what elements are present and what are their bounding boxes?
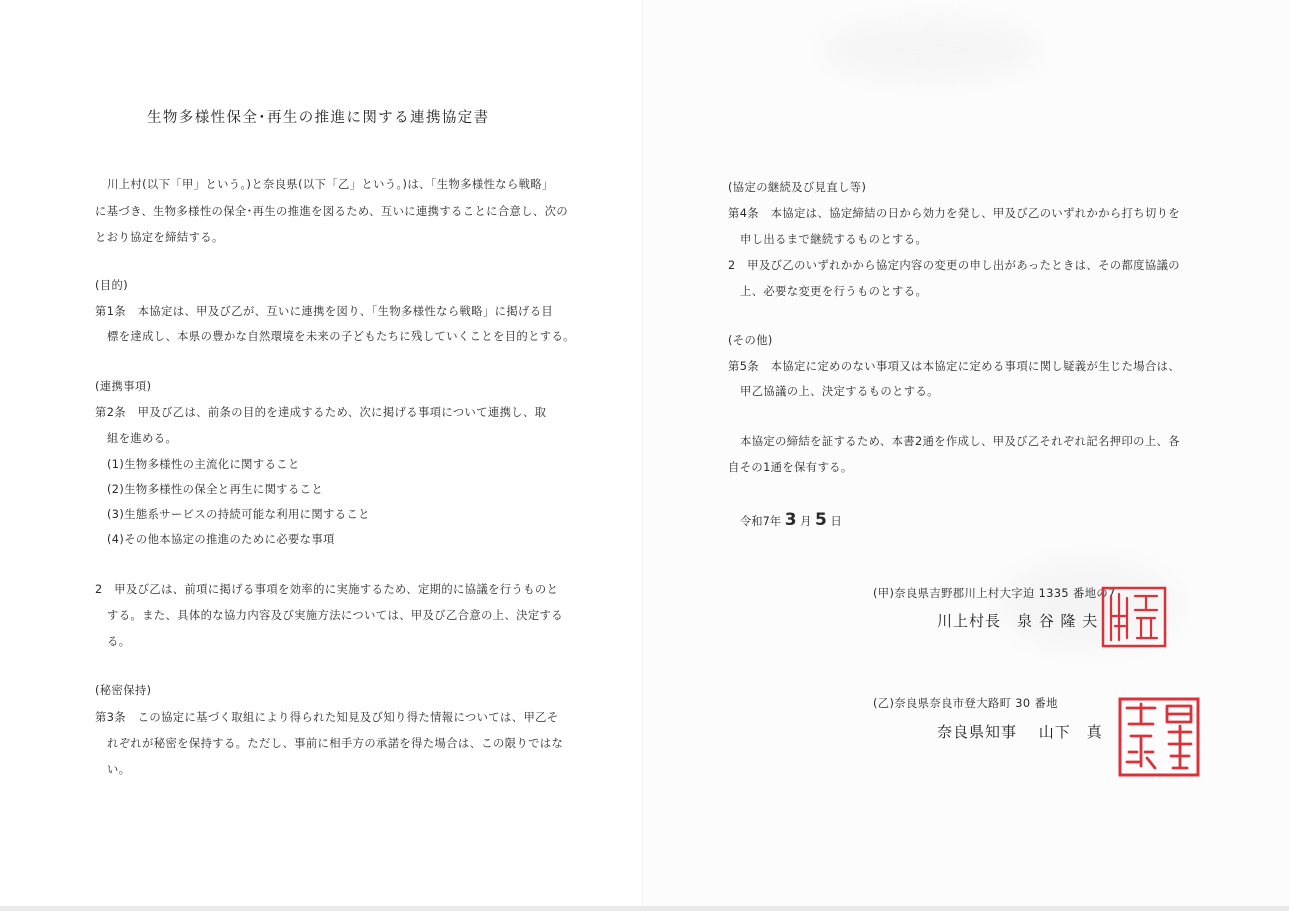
preamble-line: に基づき、生物多様性の保全･再生の推進を図るため、互いに連携することに合意し、次の — [95, 205, 569, 218]
article-2-item: (4)その他本協定の推進のために必要な事項 — [107, 533, 335, 546]
article-2-paragraph-2: する。また、具体的な協力内容及び実施方法については、甲及び乙合意の上、決定する — [107, 609, 563, 622]
signatory-b-address: (乙)奈良県奈良市登大路町 30 番地 — [873, 697, 1058, 710]
article-3-line: れぞれが秘密を保持する。ただし、事前に相手方の承諾を得た場合は、この限りではな — [107, 737, 564, 750]
article-5-line: 甲乙協議の上、決定するものとする。 — [740, 385, 939, 398]
left-page — [0, 0, 643, 911]
article-2-item: (2)生物多様性の保全と再生に関すること — [107, 483, 324, 496]
article-4-line: 申し出るまで継続するものとする。 — [740, 233, 928, 246]
article-2-item: (1)生物多様性の主流化に関すること — [107, 458, 300, 471]
article-5-line: 第5条 本協定に定めのない事項又は本協定に定める事項に関し疑義が生じた場合は、 — [728, 360, 1181, 373]
article-2-item: (3)生態系サービスの持続可能な利用に関すること — [107, 508, 370, 521]
article-2-paragraph-2: 2 甲及び乙は、前項に掲げる事項を効率的に実施するため、定期的に協議を行うものと — [95, 583, 559, 596]
date-month: 3 — [784, 510, 797, 530]
date-month-unit: 月 — [800, 515, 812, 528]
preamble-line: とおり協定を締結する。 — [95, 231, 224, 244]
section-heading: (秘密保持) — [95, 684, 152, 697]
article-4-paragraph-2: 上、必要な変更を行うものとする。 — [740, 285, 928, 298]
signatory-b-name: 奈良県知事 山下 真 — [937, 723, 1103, 741]
article-2-line: 第2条 甲及び乙は、前条の目的を達成するため、次に掲げる事項について連携し、取 — [95, 406, 547, 419]
paper-smudge — [820, 20, 1040, 80]
scan-edge — [0, 906, 1289, 911]
section-heading: (協定の継続及び見直し等) — [728, 181, 867, 194]
agreement-date — [740, 510, 842, 530]
section-heading: (連携事項) — [95, 380, 152, 393]
article-3-line: 第3条 この協定に基づく取組により得られた知見及び知り得た情報については、甲乙そ — [95, 711, 559, 724]
article-4-line: 第4条 本協定は、協定締結の日から効力を発し、甲及び乙のいずれかから打ち切りを — [728, 207, 1181, 220]
signatory-a-address: (甲)奈良県吉野郡川上村大字迫 1335 番地の7 — [873, 587, 1116, 600]
article-3-line: い。 — [107, 763, 131, 776]
article-1-line: 第1条 本協定は、甲及び乙が、互いに連携を図り、「生物多様性なら戦略」に掲げる目 — [95, 305, 554, 318]
article-1-line: 標を達成し、本県の豊かな自然環境を未来の子どもたちに残していくことを目的とする。 — [107, 330, 575, 343]
section-heading: (目的) — [95, 279, 129, 292]
article-4-paragraph-2: 2 甲及び乙のいずれかから協定内容の変更の申し出があったときは、その都度協議の — [728, 259, 1180, 272]
closing-line: 自その1通を保有する。 — [728, 461, 853, 474]
date-era: 令和7年 — [740, 515, 782, 528]
closing-line: 本協定の締結を証するため、本書2通を作成し、甲及び乙それぞれ記名押印の上、各 — [740, 435, 1180, 448]
page-fold — [642, 0, 644, 911]
village-head-seal — [1101, 586, 1167, 648]
date-day: 5 — [815, 510, 827, 530]
article-2-line: 組を進める。 — [107, 432, 178, 445]
preamble-line: 川上村(以下「甲」という。)と奈良県(以下「乙」という。)は、「生物多様性なら戦略」 — [107, 178, 554, 191]
article-2-paragraph-2: る。 — [107, 635, 131, 648]
signatory-a-name: 川上村長 泉 谷 隆 夫 — [937, 612, 1099, 630]
date-day-unit: 日 — [830, 515, 842, 528]
section-heading: (その他) — [728, 334, 773, 347]
governor-seal — [1117, 696, 1201, 778]
document-title: 生物多様性保全･再生の推進に関する連携協定書 — [147, 110, 490, 126]
